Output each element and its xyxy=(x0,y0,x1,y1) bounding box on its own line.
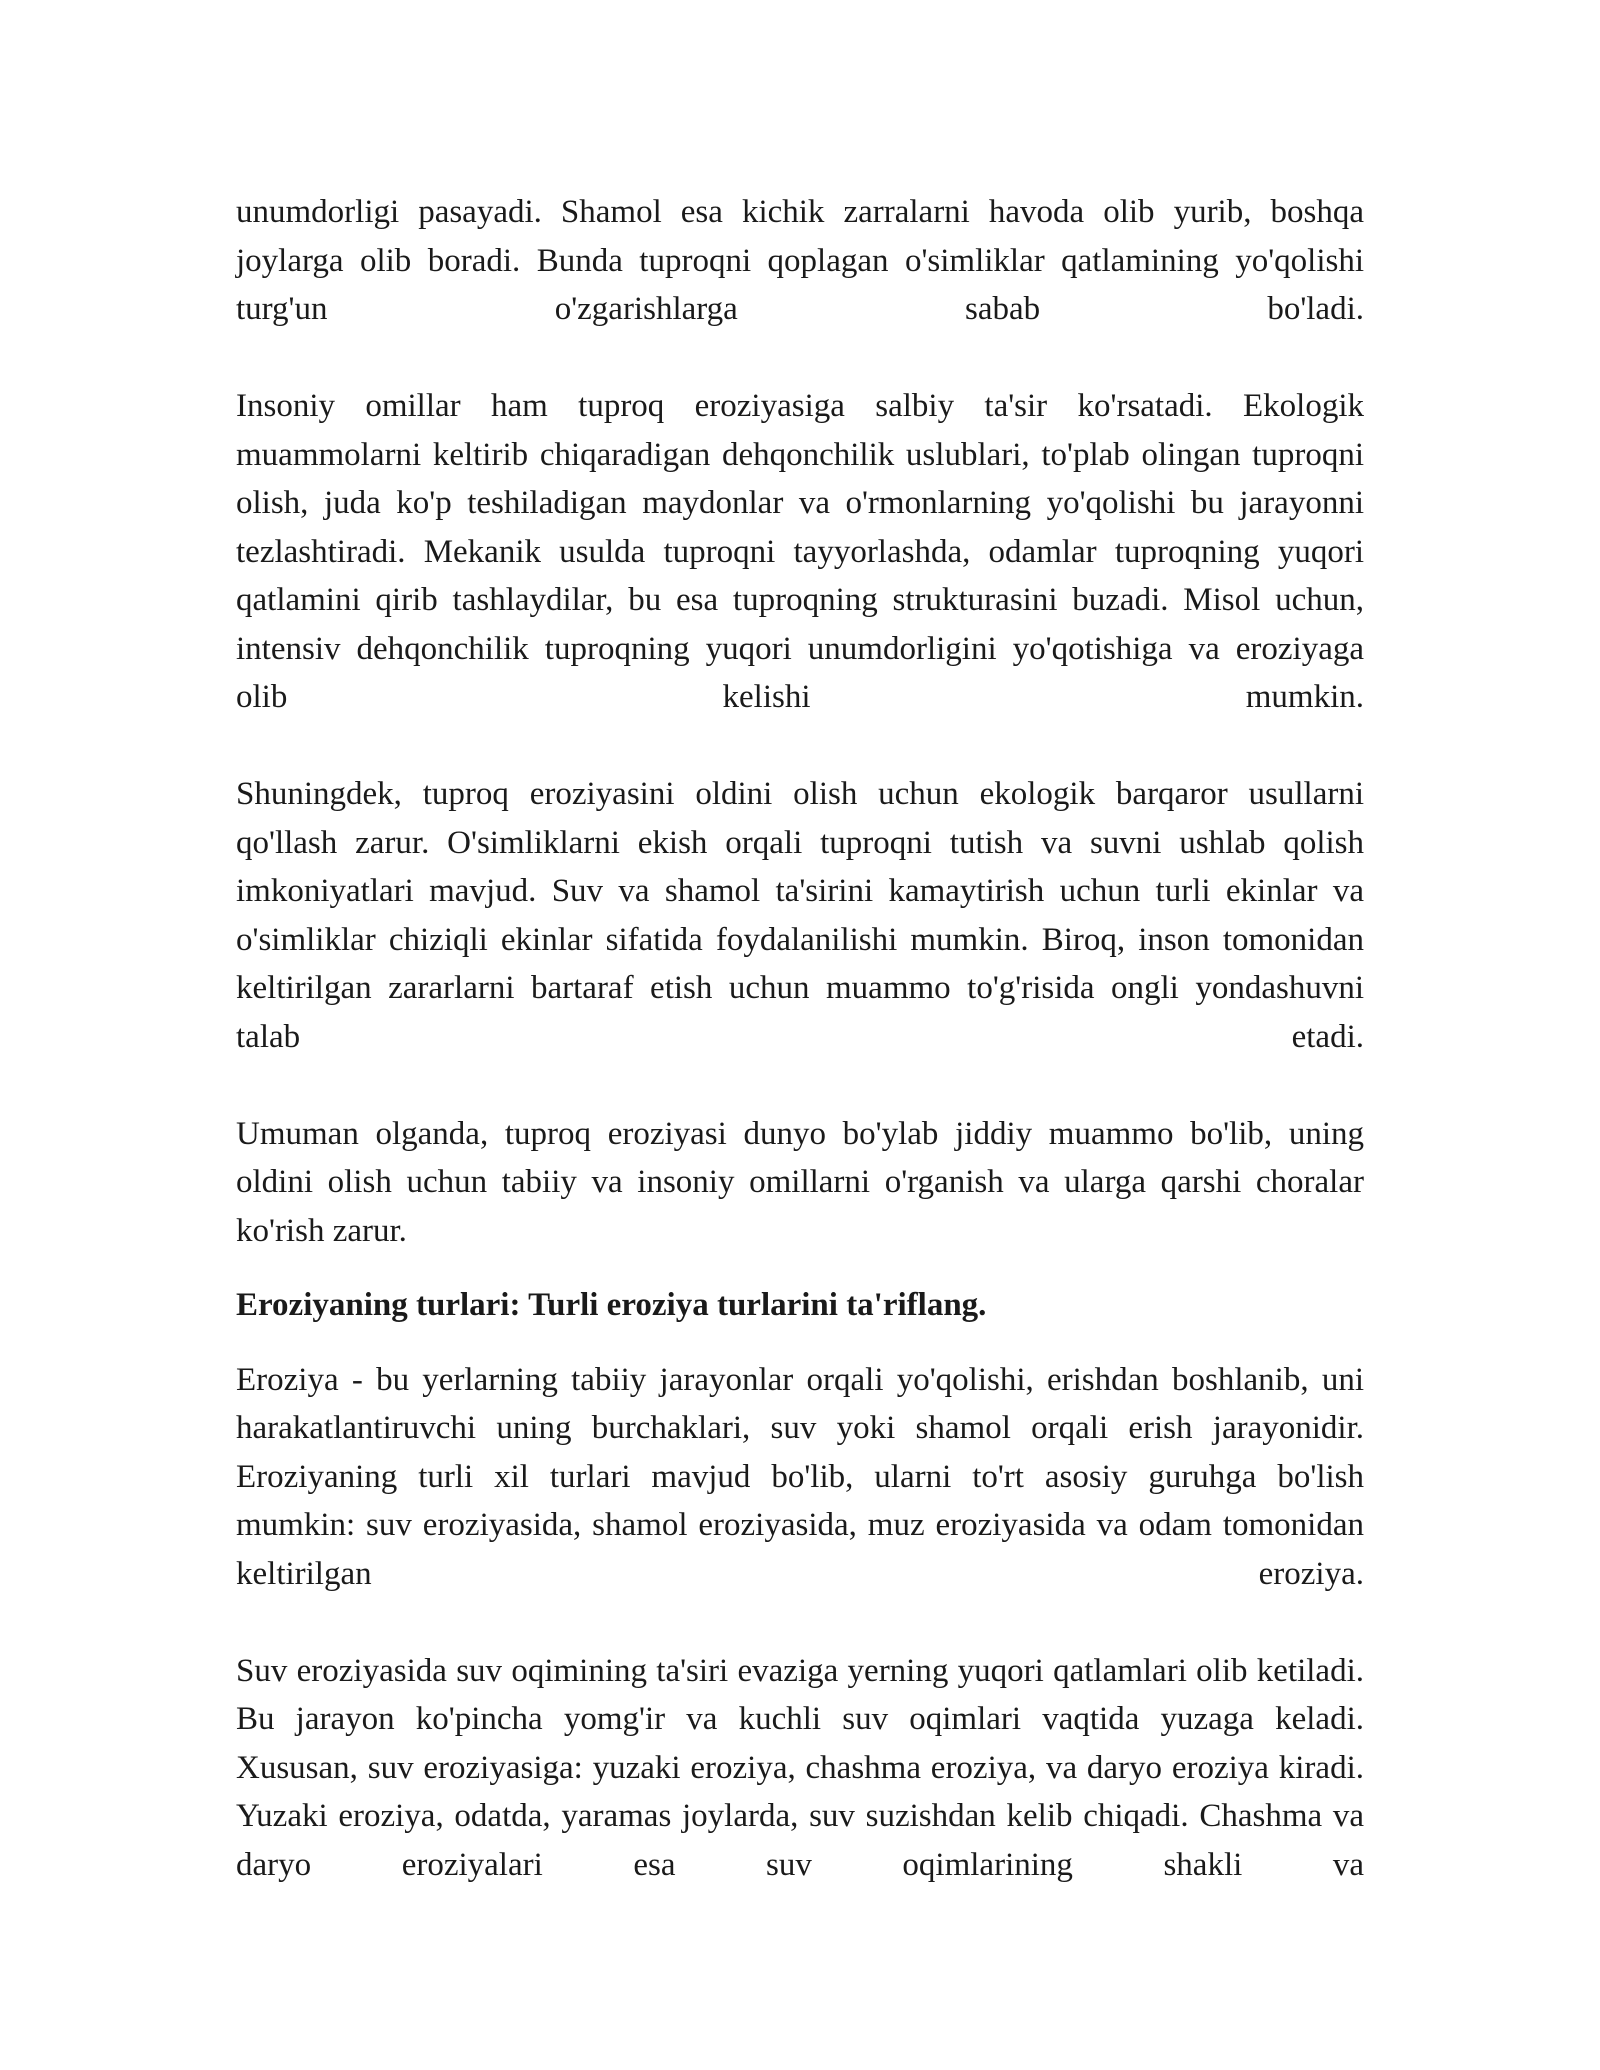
paragraph-wind-erosion-end: unumdorligi pasayadi. Shamol esa kichik zarralarni havoda olib yurib, boshqa joylarga olib boradi. Bunda tuproqni qoplagan o'simliklar qatlamining yo'qolishi turg'un o'zgarishlarga sabab bo'ladi. xyxy=(236,194,1364,327)
paragraph-water-erosion: Suv eroziyasida suv oqimining ta'siri evaziga yerning yuqori qatlamlari olib ketiladi. Bu jarayon ko'pincha yomg'ir va kuchli suv oqimlari vaqtida yuzaga keladi. Xususan, suv eroziyasiga: yuzaki eroziya, chashma eroziya, va daryo eroziya kiradi. Yuzaki eroziya, odatda, yaramas joylarda, suv suzishdan kelib chiqadi. Chashma va daryo eroziyalari esa suv oqimlarining shakli va xyxy=(236,1652,1364,1883)
paragraph-human-factors: Insoniy omillar ham tuproq eroziyasiga salbiy ta'sir ko'rsatadi. Ekologik muammolarni keltirib chiqaradigan dehqonchilik uslublari, to'plab olingan tuproqni olish, juda ko'p teshiladigan maydonlar va o'rmonlarning yo'qolishi bu jarayonni tezlashtiradi. Mekanik usulda tuproqni tayyorlashda, odamlar tuproqning yuqori qatlamini qirib tashlaydilar, bu esa tuproqning strukturasini buzadi. Misol uchun, intensiv dehqonchilik tuproqning yuqori unumdorligini yo'qotishiga va eroziyaga olib kelishi mumkin. xyxy=(236,388,1364,715)
paragraph-spacer xyxy=(236,1598,1364,1647)
paragraph-spacer xyxy=(236,722,1364,771)
paragraph-conclusion: Umuman olganda, tuproq eroziyasi dunyo bo'ylab jiddiy muammo bo'lib, uning oldini olish uchun tabiiy va insoniy omillarni o'rganish va ularga qarshi choralar ko'rish zarur. xyxy=(236,1115,1364,1249)
paragraph-spacer xyxy=(236,1061,1364,1110)
paragraph-erosion-definition: Eroziya - bu yerlarning tabiiy jarayonlar orqali yo'qolishi, erishdan boshlanib, uni harakatlantiruvchi uning burchaklari, suv yoki shamol orqali erish jarayonidir. Eroziyaning turli xil turlari mavjud bo'lib, ularni to'rt asosiy guruhga bo'lish mumkin: suv eroziyasida, shamol eroziyasida, muz eroziyasida va odam tomonidan keltirilgan eroziya. xyxy=(236,1361,1364,1592)
paragraph-spacer xyxy=(236,334,1364,383)
document-body xyxy=(236,188,1364,1889)
section-heading-erosion-types: Eroziyaning turlari: Turli eroziya turlarini ta'riflang. xyxy=(236,1287,987,1323)
paragraph-prevention-methods: Shuningdek, tuproq eroziyasini oldini olish uchun ekologik barqaror usullarni qo'llash zarur. O'simliklarni ekish orqali tuproqni tutish va suvni ushlab qolish imkoniyatlari mavjud. Suv va shamol ta'sirini kamaytirish uchun turli ekinlar va o'simliklar chiziqli ekinlar sifatida foydalanilishi mumkin. Biroq, inson tomonidan keltirilgan zararlarni bartaraf etish uchun muammo to'g'risida ongli yondashuvni talab etadi. xyxy=(236,776,1364,1055)
